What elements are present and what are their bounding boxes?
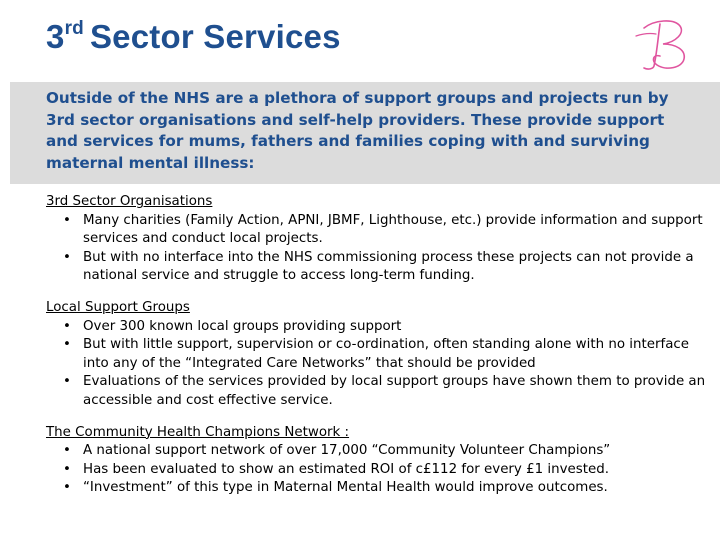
bullet-list <box>46 442 706 498</box>
title-text: Sector Services <box>89 18 341 55</box>
list-item: • “Investment” of this type in Maternal Mental Health would improve outcomes. <box>46 479 706 498</box>
section-heading: The Community Health Champions Network : <box>46 424 350 440</box>
section-third-sector-organisations <box>46 193 706 286</box>
bullet-icon: • <box>63 318 71 334</box>
bullet-icon: • <box>63 249 71 265</box>
bullet-icon: • <box>63 461 71 477</box>
list-item: • A national support network of over 17,000 “Community Volunteer Champions” <box>46 442 706 461</box>
bullet-icon: • <box>63 212 71 228</box>
list-item: • Over 300 known local groups providing support <box>46 318 706 337</box>
intro-box <box>10 82 720 184</box>
bullet-list <box>46 212 706 286</box>
section-local-support-groups <box>46 299 706 411</box>
list-item: • But with little support, supervision or co-ordination, often standing alone with no interface into any of the “Integrated Care Networks” that should be provided <box>63 337 689 371</box>
title-ordinal-suffix: rd <box>64 18 84 39</box>
bullet-icon: • <box>63 337 71 353</box>
title-ordinal: 3 <box>46 18 65 55</box>
b-script-logo-icon <box>630 16 696 72</box>
section-community-health-champions <box>46 424 706 498</box>
list-item: • Evaluations of the services provided by local support groups have shown them to provide an accessible and cost effective service. <box>63 374 706 408</box>
intro-text: Outside of the NHS are a plethora of support groups and projects run by 3rd sector organisations and self-help providers. These provide support and services for mums, fathers and families coping with and surviving maternal mental illness: <box>46 89 669 172</box>
bullet-icon: • <box>63 374 71 390</box>
list-item: • Has been evaluated to show an estimated ROI of c£112 for every £1 invested. <box>46 461 706 480</box>
bullet-icon: • <box>63 443 71 459</box>
content-body <box>46 193 706 511</box>
page-title <box>46 18 341 56</box>
section-heading: Local Support Groups <box>46 299 190 315</box>
list-item: • Many charities (Family Action, APNI, JBMF, Lighthouse, etc.) provide information and support services and conduct local projects. <box>63 212 703 247</box>
section-heading: 3rd Sector Organisations <box>46 194 213 209</box>
bullet-list <box>46 318 706 411</box>
bullet-icon: • <box>63 480 71 496</box>
list-item: • But with no interface into the NHS commissioning process these projects can not provide a national service and struggle to access long-term funding. <box>63 249 694 284</box>
